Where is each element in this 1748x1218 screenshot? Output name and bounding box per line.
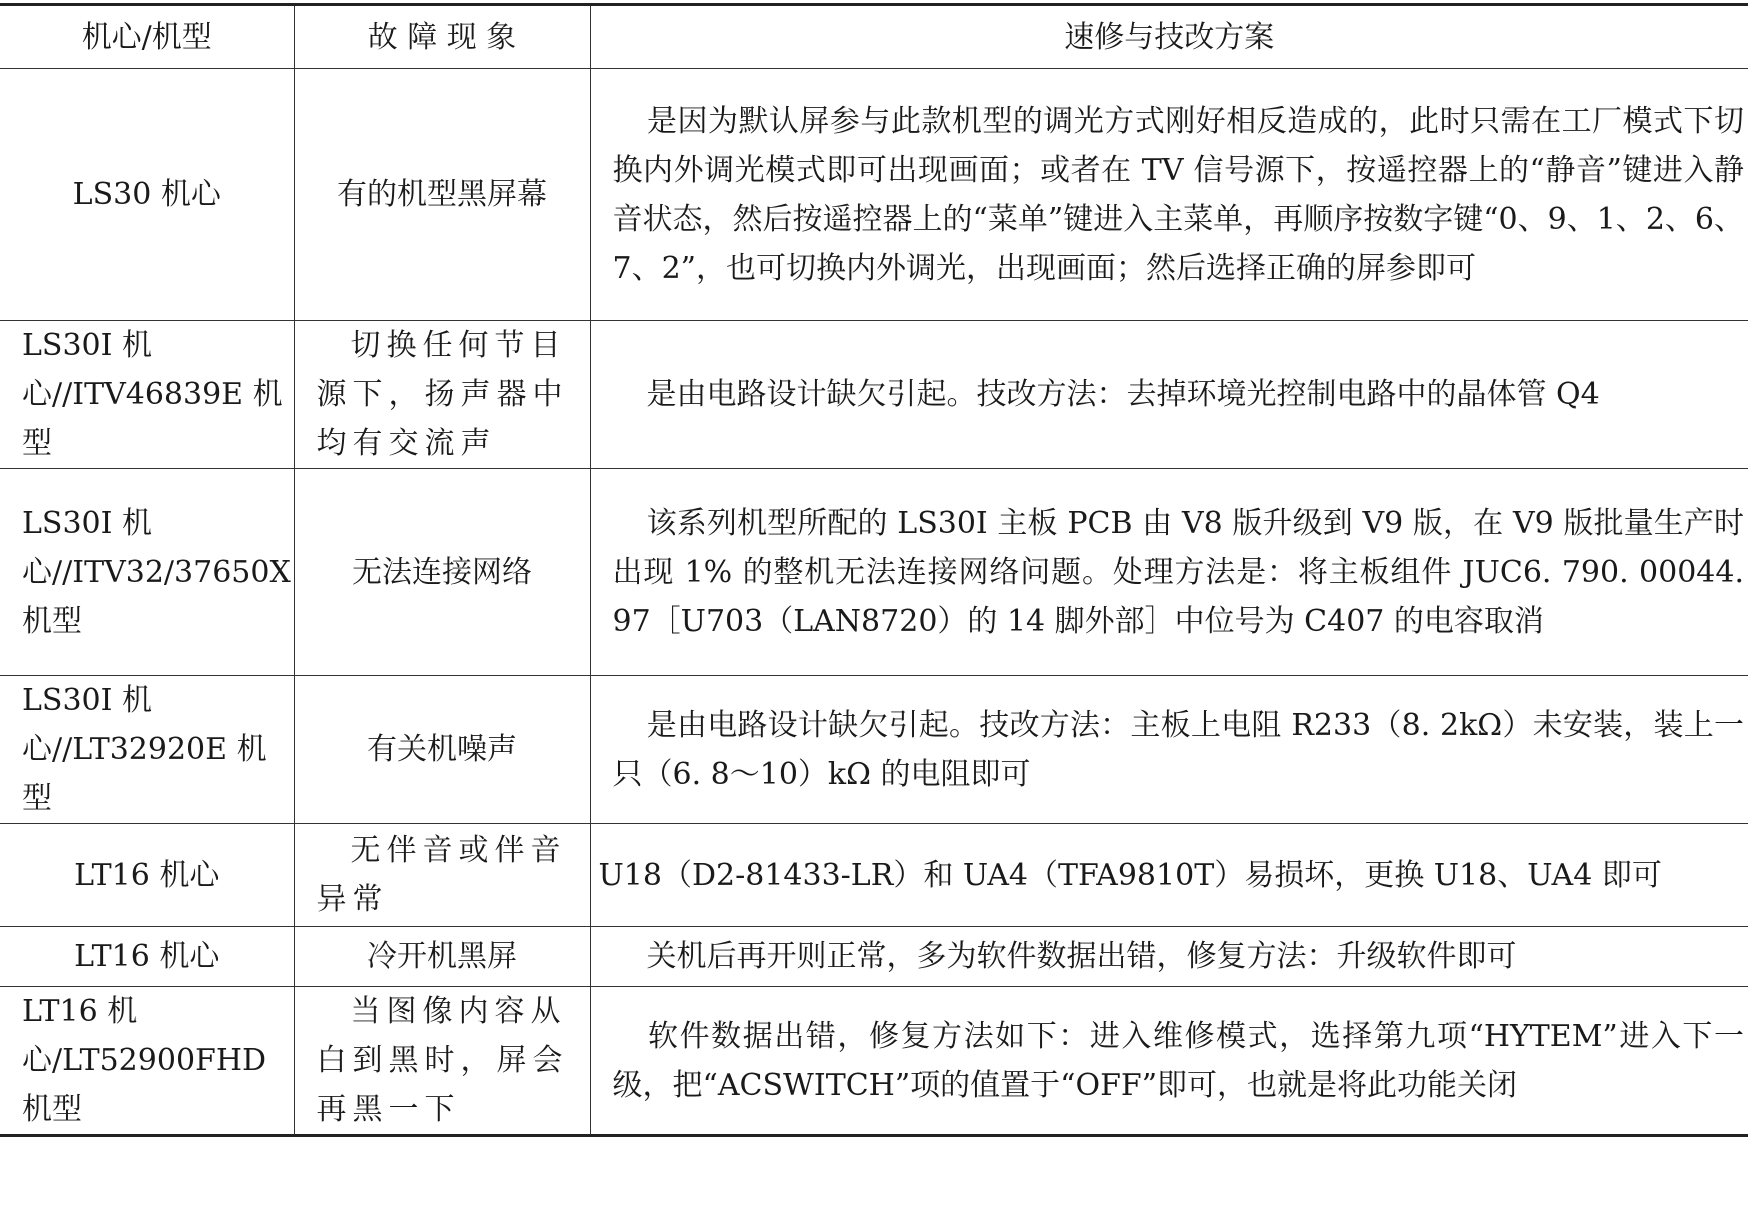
- table-row: [0, 927, 1748, 987]
- fix-text: 该系列机型所配的 LS30I 主板 PCB 由 V8 版升级到 V9 版，在 V9 版批量生产时出现 1% 的整机无法连接网络问题。处理方法是：将主板组件 JUC6. 790. 00044. 97［U703（LAN8720）的 14 脚外部］中位号为 C407 的电容取消: [612, 505, 1744, 639]
- model-cell: LT16 机心: [0, 927, 294, 987]
- model-cell: LT16 机心: [0, 824, 294, 927]
- fix-cell: [590, 987, 1748, 1136]
- fault-text: 无伴音或伴音异常: [316, 833, 567, 917]
- model-cell: LS30I 机心//ITV32/37650X 机型: [0, 469, 294, 676]
- fix-cell: U18（D2-81433-LR）和 UA4（TFA9810T）易损坏，更换 U18、UA4 即可: [590, 824, 1748, 927]
- fix-text: 软件数据出错，修复方法如下：进入维修模式，选择第九项“HYTEM”进入下一级，把“ACSWITCH”项的值置于“OFF”即可，也就是将此功能关闭: [612, 1018, 1744, 1103]
- fault-cell: 冷开机黑屏: [294, 927, 590, 987]
- fault-text: 当图像内容从白到黑时，屏会再黑一下: [316, 994, 569, 1127]
- fix-cell: [590, 469, 1748, 676]
- fault-cell: 有的机型黑屏幕: [294, 69, 590, 321]
- fix-text: 关机后再开则正常，多为软件数据出错，修复方法：升级软件即可: [646, 939, 1517, 974]
- header-row: [0, 5, 1748, 69]
- fix-cell: [590, 69, 1748, 321]
- header-fix: 速修与技改方案: [590, 5, 1748, 69]
- header-model: 机心/机型: [0, 5, 294, 69]
- model-cell: LT16 机心/LT52900FHD 机型: [0, 987, 294, 1136]
- fault-cell: 有关机噪声: [294, 676, 590, 824]
- fault-cell: 无法连接网络: [294, 469, 590, 676]
- table-row: [0, 824, 1748, 927]
- model-cell: LS30I 机心//ITV46839E 机型: [0, 321, 294, 469]
- table-row: [0, 987, 1748, 1136]
- fix-cell: [590, 927, 1748, 987]
- fault-cell: [294, 987, 590, 1136]
- fix-text: 是因为默认屏参与此款机型的调光方式刚好相反造成的，此时只需在工厂模式下切换内外调光模式即可出现画面；或者在 TV 信号源下，按遥控器上的“静音”键进入静音状态，然后按遥控器上的“菜单”键进入主菜单，再顺序按数字键“0、9、1、2、6、7、2”，也可切换内外调光，出现画面；然后选择正确的屏参即可: [612, 103, 1744, 286]
- fault-text: 切换任何节目源下，扬声器中均有交流声: [316, 328, 569, 461]
- model-cell: LS30I 机心//LT32920E 机型: [0, 676, 294, 824]
- header-fault: 故 障 现 象: [294, 5, 590, 69]
- table-row: [0, 469, 1748, 676]
- table-row: [0, 321, 1748, 469]
- fault-cell: [294, 321, 590, 469]
- model-cell: LS30 机心: [0, 69, 294, 321]
- fix-text: 是由电路设计缺欠引起。技改方法：去掉环境光控制电路中的晶体管 Q4: [646, 377, 1600, 412]
- repair-table: [0, 3, 1748, 1137]
- table-row: [0, 69, 1748, 321]
- fix-text: 是由电路设计缺欠引起。技改方法：主板上电阻 R233（8. 2kΩ）未安装，装上一只（6. 8～10）kΩ 的电阻即可: [612, 707, 1744, 792]
- table-row: [0, 676, 1748, 824]
- fault-cell: [294, 824, 590, 927]
- fix-cell: [590, 676, 1748, 824]
- fix-cell: [590, 321, 1748, 469]
